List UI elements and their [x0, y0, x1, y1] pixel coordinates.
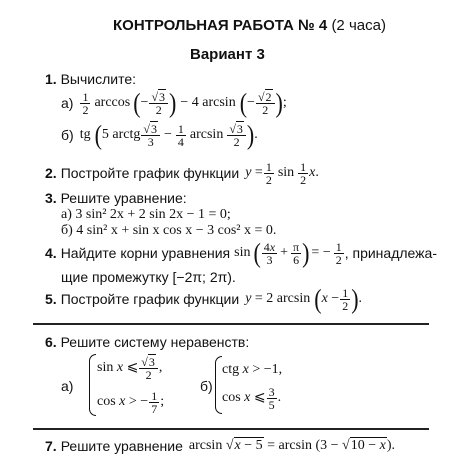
fraction: $\frac{1}{2}$ — [335, 239, 342, 267]
task-3-number: 3. — [45, 190, 57, 206]
fraction: $\frac{\pi}{6}$ — [293, 239, 300, 267]
task-1-number: 1. — [45, 71, 57, 87]
task-4-interval: щие промежутку [−2π; 2π). — [61, 269, 236, 285]
task-6b-label: б) — [200, 378, 213, 394]
task-4: 4. Найдите корни уравнения sin ( $\frac{4x}{3}$ + $\frac{\pi}{6}$ ) = − $\frac{1}{2}$ , принадлежа- — [45, 236, 437, 268]
system-brace — [215, 356, 222, 414]
fraction: $\frac{1}{2}$ — [265, 159, 272, 187]
task-2-text: Постройте график функции — [60, 165, 240, 181]
task-1a-expression: а) $\frac{1}{2}$ arccos ( − $\frac{√3}{2}$ ) − 4 arcsin ( − $\frac{√2}{2}$ ) ; — [61, 86, 287, 118]
task-6 — [45, 335, 249, 349]
fraction: $\frac{1}{2}$ — [300, 159, 307, 187]
title-text: КОНТРОЛЬНАЯ РАБОТА № 4 — [113, 17, 328, 34]
task-6b-line2: cos x ⩽ $\frac{3}{5}$ . — [222, 384, 282, 412]
task-3a-equation: а) 3 sin² 2x + 2 sin 2x − 1 = 0; — [61, 207, 231, 222]
task-1b-expression: б) tg ( 5 arctg $\frac{√3}{3}$ − $\frac{1}{4}$ arcsin $\frac{√3}{2}$ ) . — [61, 118, 258, 150]
fraction: $\frac{1}{4}$ — [177, 121, 184, 149]
system-brace — [89, 354, 96, 416]
task-1a-label: а) — [61, 95, 74, 111]
task-5-number: 5. — [45, 291, 57, 307]
task-4-number: 4. — [45, 245, 57, 261]
task-7-number: 7. — [45, 438, 57, 454]
fraction: $\frac{4x}{3}$ — [263, 239, 276, 267]
task-6a-line2: cos x > − $\frac{1}{7}$ ; — [97, 388, 165, 416]
fraction: $\frac{√3}{3}$ — [141, 123, 160, 148]
task-1 — [45, 72, 136, 86]
fraction: $\frac{√3}{2}$ — [227, 123, 246, 148]
fraction: $\frac{1}{7}$ — [151, 388, 158, 416]
task-5-text: Постройте график функции — [60, 291, 240, 307]
task-4-text: Найдите корни уравнения — [60, 245, 231, 261]
task-5: 5. Постройте график функции y = 2 arcsin ( x − $\frac{1}{2}$ ) . — [45, 282, 363, 314]
task-7-text: Решите уравнение — [60, 438, 183, 454]
duration-text: (2 часа) — [331, 17, 386, 34]
fraction: $\frac{√3}{2}$ — [149, 91, 168, 116]
task-2: 2. Постройте график функции y = $\frac{1}{2}$ sin $\frac{1}{2}$ x. — [45, 159, 319, 187]
task-3 — [45, 191, 187, 205]
fraction: $\frac{1}{2}$ — [82, 89, 89, 117]
page-title — [113, 18, 386, 33]
variant-label: Вариант 3 — [190, 46, 265, 63]
task-6a-line1: sin x ⩽ $\frac{√3}{2}$ , — [97, 354, 163, 382]
task-2-number: 2. — [45, 165, 57, 181]
task-6b-line1: ctg x > −1, — [222, 362, 283, 377]
section-divider — [33, 428, 429, 430]
task-3b-equation: б) 4 sin² x + sin x cos x − 3 cos² x = 0. — [61, 223, 277, 238]
task-1b-label: б) — [61, 127, 74, 143]
section-divider — [33, 323, 429, 325]
task-6a-label: а) — [61, 378, 74, 394]
task-3-text: Решите уравнение: — [60, 190, 187, 206]
fraction: $\frac{1}{2}$ — [342, 285, 349, 313]
task-6-text: Решите систему неравенств: — [60, 334, 250, 350]
fraction: $\frac{√3}{2}$ — [139, 356, 158, 381]
fraction: $\frac{√2}{2}$ — [256, 91, 275, 116]
fraction: $\frac{3}{5}$ — [268, 384, 275, 412]
task-1-text: Вычислите: — [60, 71, 137, 87]
task-6-number: 6. — [45, 334, 57, 350]
task-4-tail: , принадлежа- — [344, 245, 437, 261]
task-7: 7. Решите уравнение arcsin √x − 5 = arcsin (3 − √10 − x). — [45, 438, 396, 454]
